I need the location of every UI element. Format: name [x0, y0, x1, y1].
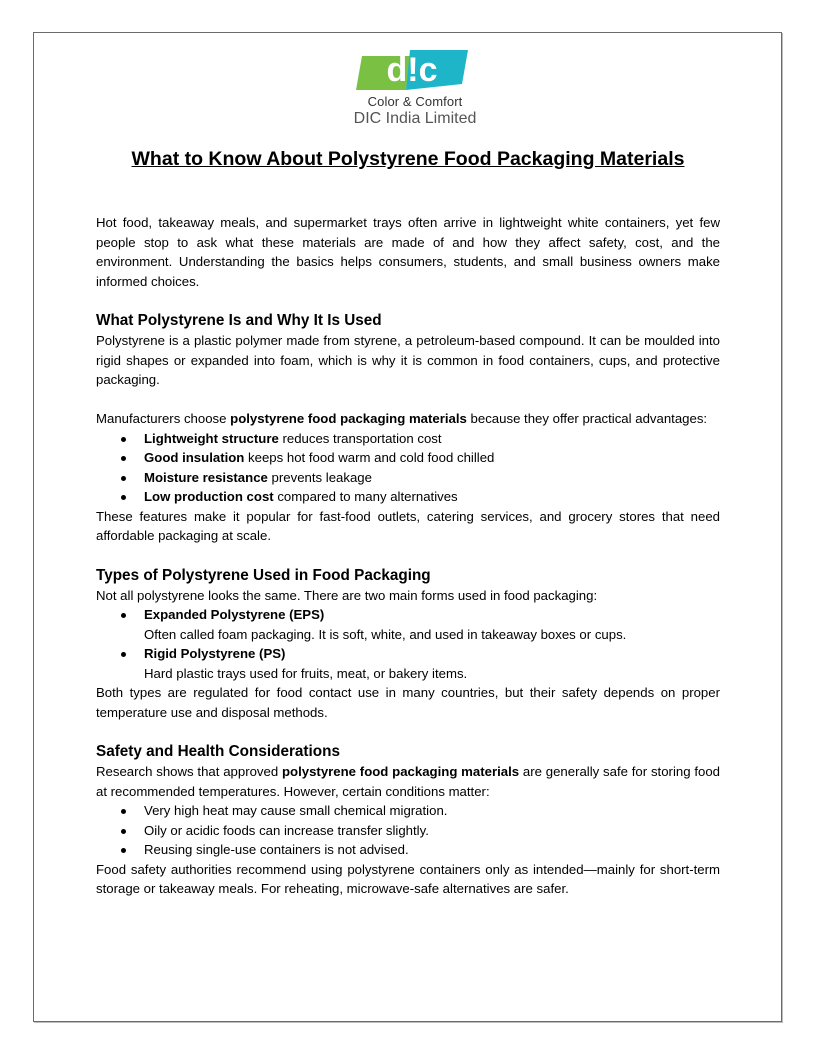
- list-item: Rigid Polystyrene (PS) Hard plastic trays used for fruits, meat, or bakery items.: [144, 644, 720, 683]
- section1-paragraph-3: These features make it popular for fast-food outlets, catering services, and grocery stores that need affordable packaging at scale.: [96, 508, 720, 543]
- section2-paragraph-1: Not all polystyrene looks the same. There are two main forms used in food packaging:: [96, 587, 598, 603]
- section3-paragraph-2: Food safety authorities recommend using polystyrene containers only as intended—mainly for short-term storage or takeaway meals. For reheating, microwave-safe alternatives are safer.: [96, 861, 720, 896]
- logo-text: d!c: [386, 51, 438, 89]
- company-name: DIC India Limited: [353, 110, 477, 127]
- list-item: Expanded Polystyrene (EPS) Often called foam packaging. It is soft, white, and used in takeaway boxes or cups.: [144, 605, 720, 644]
- document-body: [96, 213, 720, 899]
- types-list: [96, 605, 720, 683]
- list-item: Reusing single-use containers is not advised.: [144, 840, 720, 860]
- intro-paragraph: Hot food, takeaway meals, and supermarket trays often arrive in lightweight white containers, yet few people stop to ask what these materials are made of and how they affect safety, cost, and the environment. Understanding the basics helps consumers, students, and small business owners make informed choices.: [96, 215, 720, 289]
- safety-list: [96, 801, 720, 860]
- section-heading-types: Types of Polystyrene Used in Food Packaging: [96, 566, 431, 584]
- section-heading-what: What Polystyrene Is and Why It Is Used: [96, 312, 382, 329]
- section1-paragraph-1: Polystyrene is a plastic polymer made from styrene, a petroleum-based compound. It can be moulded into rigid shapes or expanded into foam, which is why it is common in food containers, cups, and protective packaging.: [96, 333, 720, 387]
- section2-paragraph-2: Both types are regulated for food contact use in many countries, but their safety depends on proper temperature use and disposal methods.: [96, 685, 720, 720]
- list-item: Good insulation keeps hot food warm and cold food chilled: [144, 448, 720, 468]
- section3-paragraph-1: Research shows that approved polystyrene food packaging materials are generally safe for storing food at recommended temperatures. However, certain conditions matter:: [96, 764, 720, 799]
- section-heading-safety: Safety and Health Considerations: [96, 743, 340, 760]
- advantages-list: [96, 429, 720, 507]
- list-item: Moisture resistance prevents leakage: [144, 468, 720, 488]
- list-item: Oily or acidic foods can increase transfer slightly.: [144, 821, 720, 841]
- brand-tagline: Color & Comfort: [367, 94, 463, 109]
- list-item: Lightweight structure reduces transportation cost: [144, 429, 720, 449]
- list-item: Very high heat may cause small chemical migration.: [144, 801, 720, 821]
- list-item: Low production cost compared to many alternatives: [144, 487, 720, 507]
- company-logo: [340, 50, 490, 132]
- document-title: What to Know About Polystyrene Food Packaging Materials: [131, 148, 685, 170]
- dic-logo-icon: [352, 50, 468, 90]
- section1-paragraph-2: Manufacturers choose polystyrene food packaging materials because they offer practical advantages:: [96, 411, 708, 426]
